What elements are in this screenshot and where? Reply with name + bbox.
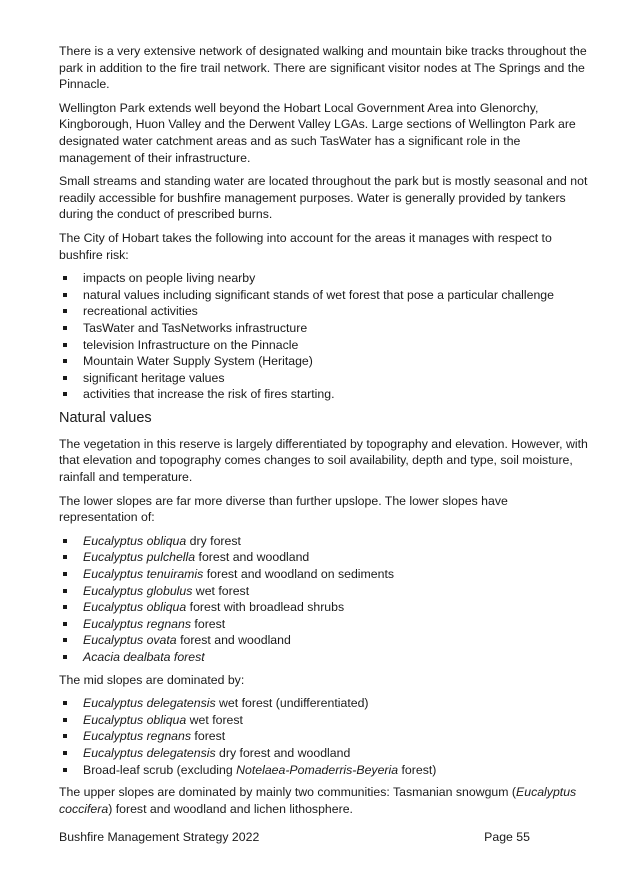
bullet-icon [63,359,67,363]
mid-slopes-list [59,695,589,778]
list-item: significant heritage values [59,370,589,387]
list-item: television Infrastructure on the Pinnacle [59,337,589,354]
list-item: Eucalyptus pulchella forest and woodland [59,549,589,566]
paragraph-water: Small streams and standing water are located throughout the park but is mostly seasonal and not readily accessible for bushfire management purposes. Water is generally provided by tankers during the conduct of prescribed burns. [59,174,588,222]
list-item: Eucalyptus obliqua forest with broadlead shrubs [59,599,589,616]
list-item: Eucalyptus delegatensis wet forest (undifferentiated) [59,695,589,712]
list-item: Eucalyptus obliqua wet forest [59,712,589,729]
footer-page-number: Page 55 [484,830,530,844]
paragraph-wellington-park: Wellington Park extends well beyond the Hobart Local Government Area into Glenorchy, Kingborough, Huon Valley and the Derwent Valley LGAs. Large sections of Wellington Park are designated water catchment areas and as such TasWater has a significant role in the management of their infrastructure. [59,100,576,165]
bullet-icon [63,326,67,330]
list-item: impacts on people living nearby [59,270,589,287]
lower-slopes-list [59,533,589,666]
list-item: activities that increase the risk of fires starting. [59,386,589,403]
bullet-icon [63,734,67,738]
section-heading-natural-values: Natural values [59,409,152,426]
list-item: natural values including significant stands of wet forest that pose a particular challenge [59,287,589,304]
paragraph-mid-slopes: The mid slopes are dominated by: [59,672,245,687]
list-item: TasWater and TasNetworks infrastructure [59,320,589,337]
bullet-icon [63,572,67,576]
bullet-icon [63,605,67,609]
risk-list [59,270,589,403]
bullet-icon [63,768,67,772]
bullet-icon [63,343,67,347]
bullet-icon [63,293,67,297]
list-item: Eucalyptus delegatensis dry forest and woodland [59,745,589,762]
list-item: Eucalyptus globulus wet forest [59,583,589,600]
bullet-icon [63,718,67,722]
paragraph-tracks: There is a very extensive network of designated walking and mountain bike tracks throughout the park in addition to the fire trail network. There are significant visitor nodes at The Springs and the Pinnacle. [59,44,587,92]
list-item: Eucalyptus tenuiramis forest and woodland on sediments [59,566,589,583]
bullet-icon [63,751,67,755]
paragraph-vegetation: The vegetation in this reserve is largely differentiated by topography and elevation. However, with that elevation and topography comes changes to soil availability, depth and type, soil moisture, rainfall and temperature. [59,436,588,485]
bullet-icon [63,589,67,593]
list-item: Eucalyptus regnans forest [59,728,589,745]
bullet-icon [63,309,67,313]
list-item: Eucalyptus regnans forest [59,616,589,633]
page-content [59,43,589,824]
bullet-icon [63,655,67,659]
list-item: Eucalyptus ovata forest and woodland [59,632,589,649]
bullet-icon [63,276,67,280]
bullet-icon [63,376,67,380]
bullet-icon [63,539,67,543]
bullet-icon [63,638,67,642]
list-item: Mountain Water Supply System (Heritage) [59,353,589,370]
paragraph-lower-slopes: The lower slopes are far more diverse than further upslope. The lower slopes have representation of: [59,493,508,525]
page-footer [59,829,530,845]
footer-document-title: Bushfire Management Strategy 2022 [59,830,260,844]
list-item: Eucalyptus obliqua dry forest [59,533,589,550]
list-item: recreational activities [59,303,589,320]
list-item: Broad-leaf scrub (excluding Notelaea-Pomaderris-Beyeria forest) [59,762,589,779]
bullet-icon [63,622,67,626]
bullet-icon [63,392,67,396]
bullet-icon [63,555,67,559]
paragraph-upper-slopes: The upper slopes are dominated by mainly two communities: Tasmanian snowgum (Eucalyptus coccifera) forest and woodland and lichen lithosphere. [59,785,577,816]
bullet-icon [63,701,67,705]
paragraph-risk-intro: The City of Hobart takes the following into account for the areas it manages with respect to bushfire risk: [59,230,552,262]
list-item: Acacia dealbata forest [59,649,589,666]
